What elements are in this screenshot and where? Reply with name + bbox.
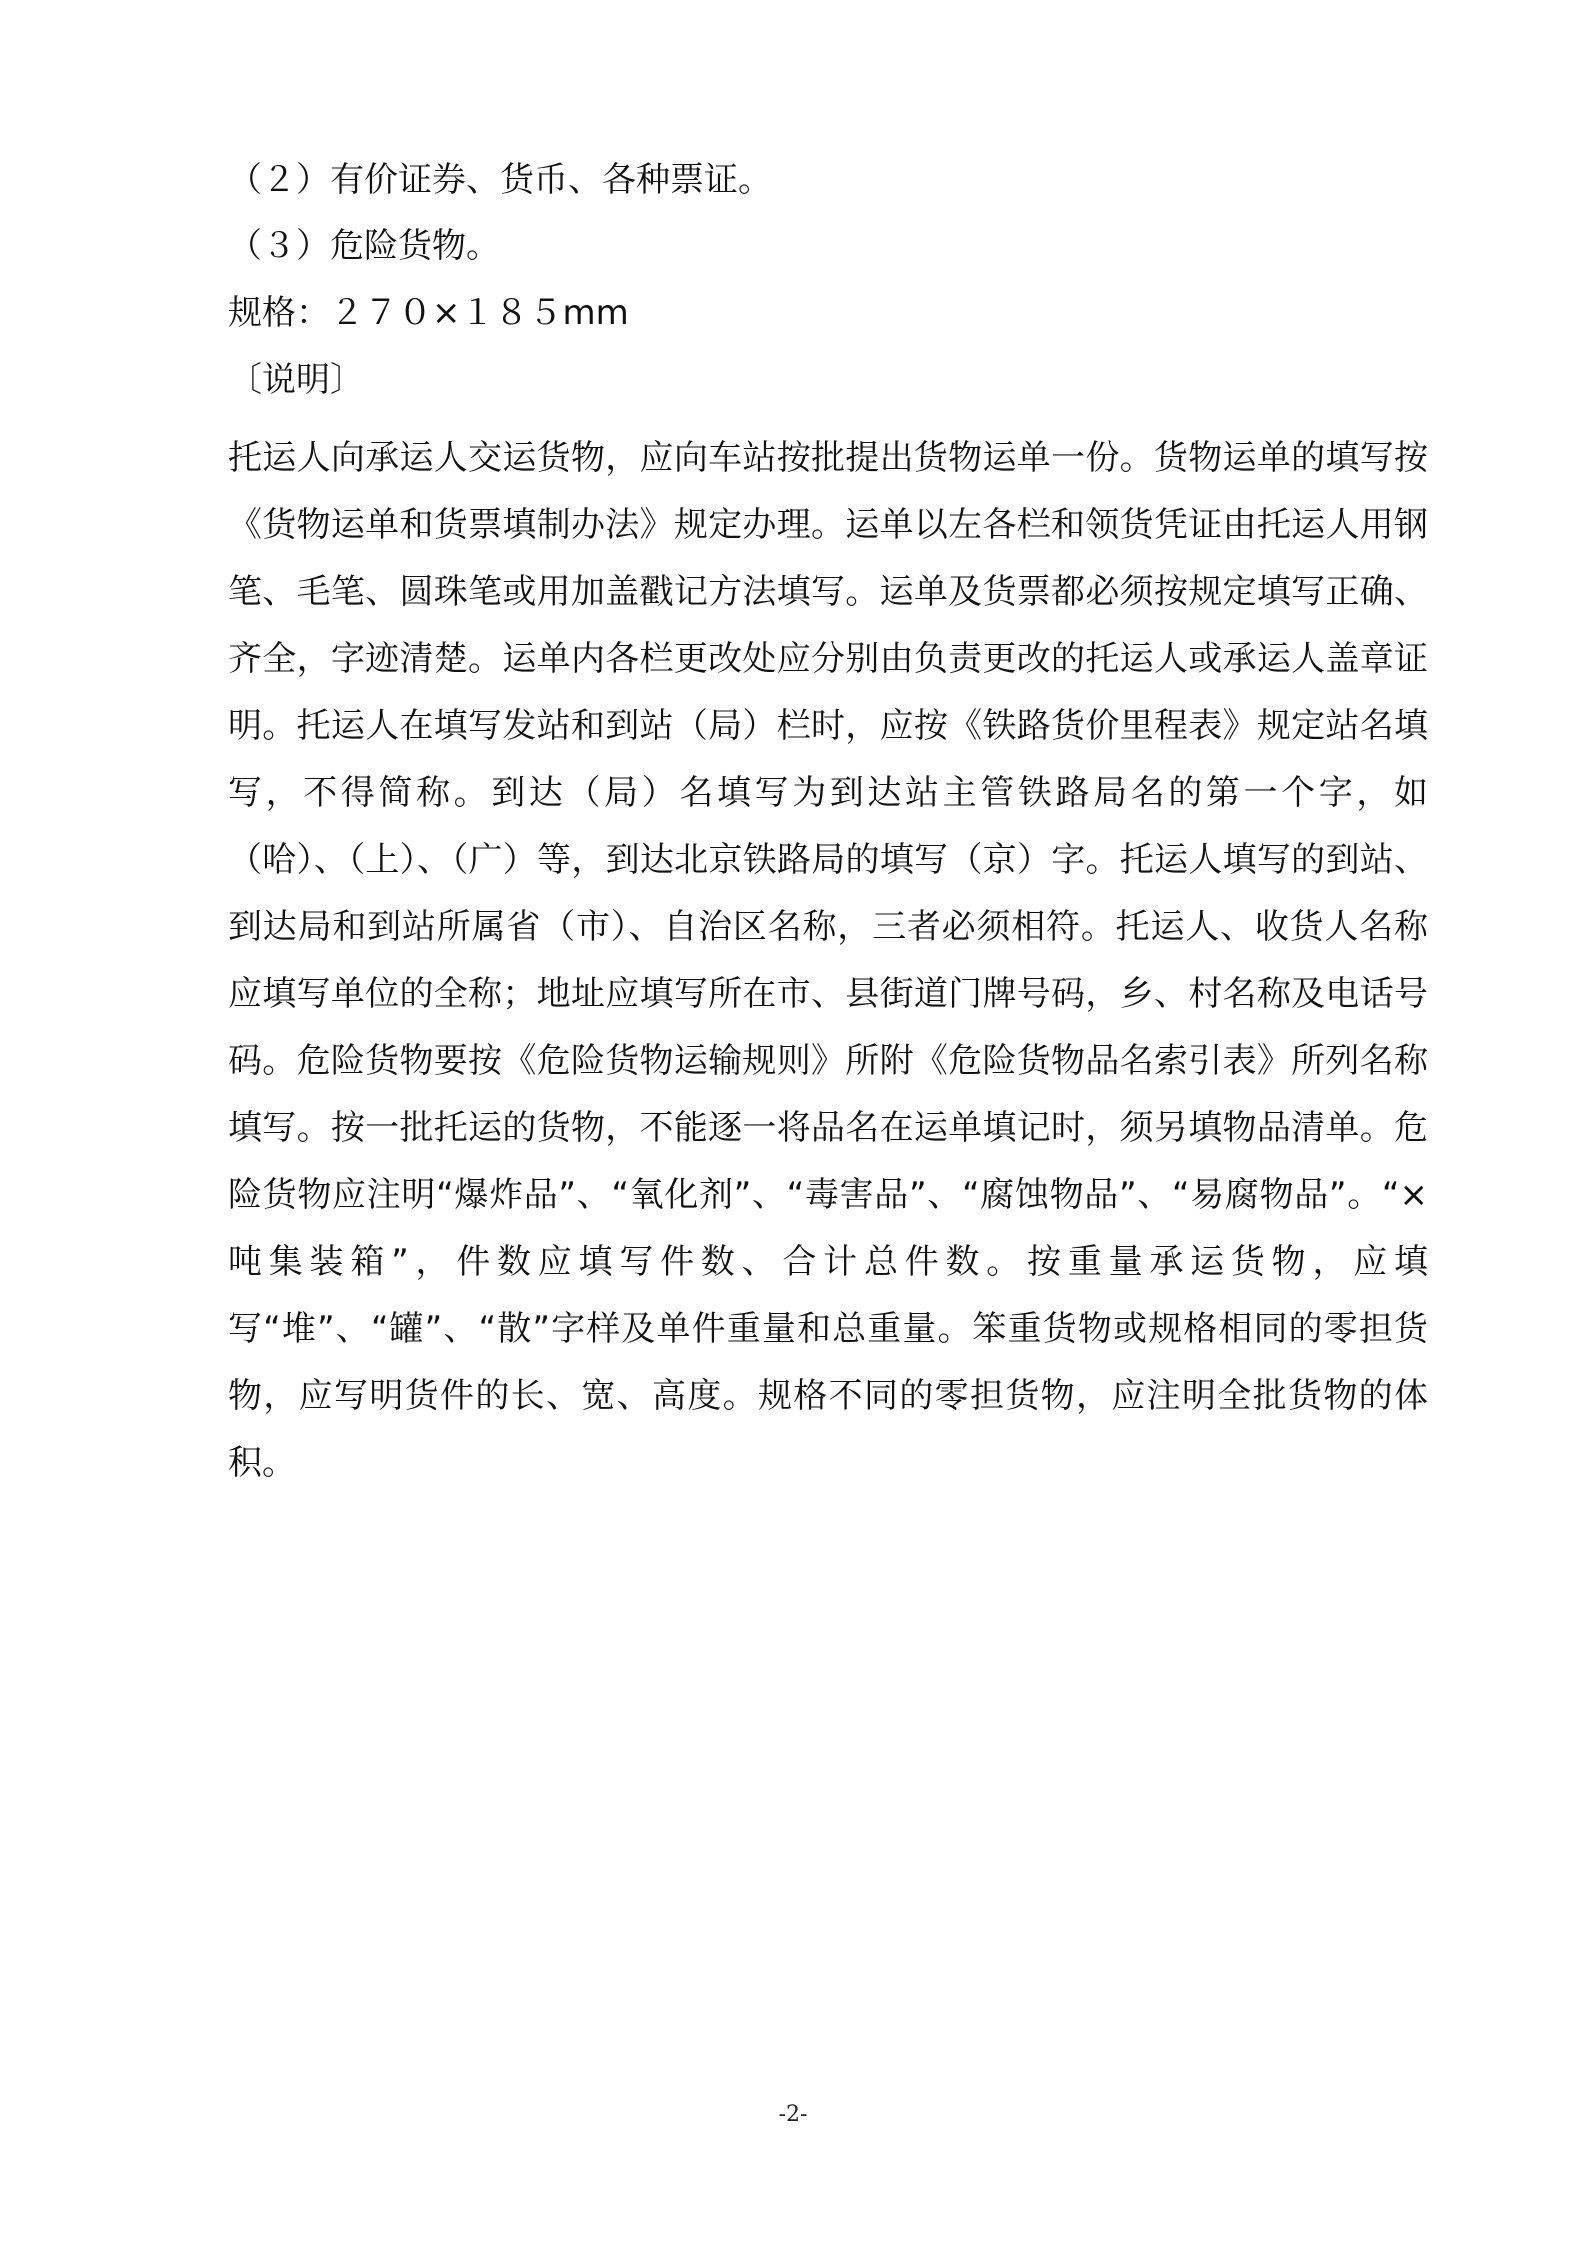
explanation-paragraph: 托运人向承运人交运货物，应向车站按批提出货物运单一份。货物运单的填写按《货物运单和货票填制办法》规定办理。运单以左各栏和领货凭证由托运人用钢笔、毛笔、圆珠笔或用加盖戳记方法填写。运单及货票都必须按规定填写正确、齐全，字迹清楚。运单内各栏更改处应分别由负责更改的托运人或承运人盖章证明。托运人在填写发站和到站（局）栏时，应按《铁路货价里程表》规定站名填写，不得简称。到达（局）名填写为到达站主管铁路局名的第一个字，如（哈）、（上）、（广）等，到达北京铁路局的填写（京）字。托运人填写的到站、到达局和到站所属省（市）、自治区名称，三者必须相符。托运人、收货人名称应填写单位的全称；地址应填写所在市、县街道门牌号码，乡、村名称及电话号码。危险货物要按《危险货物运输规则》所附《危险货物品名索引表》所列名称填写。按一批托运的货物，不能逐一将品名在运单填记时，须另填物品清单。危险货物应注明“爆炸品”、“氧化剂”、“毒害品”、“腐蚀物品”、“易腐物品”。“×吨集装箱”，件数应填写件数、合计总件数。按重量承运货物，应填写“堆”、“罐”、“散”字样及单件重量和总重量。笨重货物或规格相同的零担货物，应写明货件的长、宽、高度。规格不同的零担货物，应注明全批货物的体积。 (228, 438, 1428, 1483)
list-item-dangerous-goods: （３）危险货物。 (228, 226, 500, 266)
specification-line: 规格：２７０×１８５mm (228, 293, 629, 333)
list-item-securities: （２）有价证券、货币、各种票证。 (228, 160, 772, 200)
explanation-heading: 〔说明〕 (228, 360, 364, 400)
page-number: -2- (778, 2102, 808, 2127)
